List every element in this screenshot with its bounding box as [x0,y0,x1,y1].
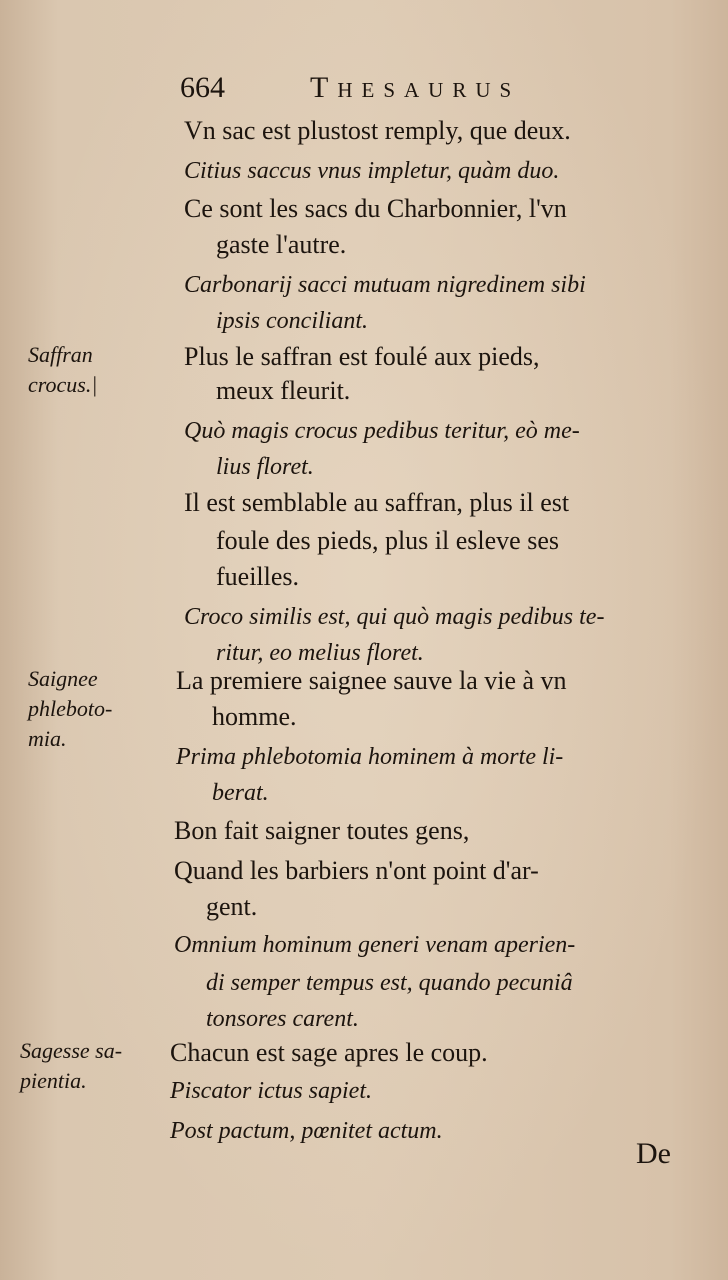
text-line: Croco similis est, qui quò magis pedibus te- [184,604,605,630]
text-line: ritur, eo melius floret. [216,640,424,666]
margin-note-line: Saignee [28,666,98,691]
text-line: meux fleurit. [216,376,351,405]
page-number: 664 [180,71,225,104]
margin-note-line: phleboto- [28,696,113,721]
text-line: Post pactum, pœnitet actum. [170,1118,443,1144]
text-line: Quand les barbiers n'ont point d'ar- [174,856,539,885]
text-line: Carbonarij sacci mutuam nigredinem sibi [184,272,586,298]
text-line: Citius saccus vnus impletur, quàm duo. [184,158,560,184]
text-line: Il est semblable au saffran, plus il est [184,488,570,517]
margin-note-saignee [28,664,112,754]
text-line: tonsores carent. [206,1006,359,1032]
text-line: Chacun est sage apres le coup. [170,1038,488,1067]
text-line: homme. [212,702,297,731]
text-line: berat. [212,780,269,806]
text-line: La premiere saignee sauve la vie à vn [176,666,567,695]
page-header [180,68,620,108]
text-line: ipsis conciliant. [216,308,368,334]
catchword: De [636,1137,671,1170]
margin-note-line: crocus.| [28,372,98,397]
text-line: Piscator ictus sapiet. [170,1078,372,1104]
text-line: Prima phlebotomia hominem à morte li- [176,744,564,770]
margin-note-line: Saffran [28,342,93,367]
margin-note-saffran [28,340,97,400]
text-line: gaste l'autre. [216,230,347,259]
text-line: Quò magis crocus pedibus teritur, eò me- [184,418,580,444]
margin-note-sagesse [20,1036,122,1096]
margin-note-line: mia. [28,726,67,751]
text-line: fueilles. [216,562,300,591]
text-line: Omnium hominum generi venam aperien- [174,932,576,958]
text-line: lius floret. [216,454,314,480]
text-line: Bon fait saigner toutes gens, [174,816,470,845]
margin-note-line: Sagesse sa- [20,1038,123,1063]
text-line: Ce sont les sacs du Charbonnier, l'vn [184,194,567,223]
text-line: Plus le saffran est foulé aux pieds, [184,342,540,371]
text-line: di semper tempus est, quando pecuniâ [206,970,573,996]
running-head: Thesaurus [310,71,521,104]
text-line: Vn sac est plustost remply, que deux. [184,116,571,145]
margin-note-line: pientia. [20,1068,87,1093]
text-line: gent. [206,892,258,921]
text-line: foule des pieds, plus il esleve ses [216,526,559,555]
